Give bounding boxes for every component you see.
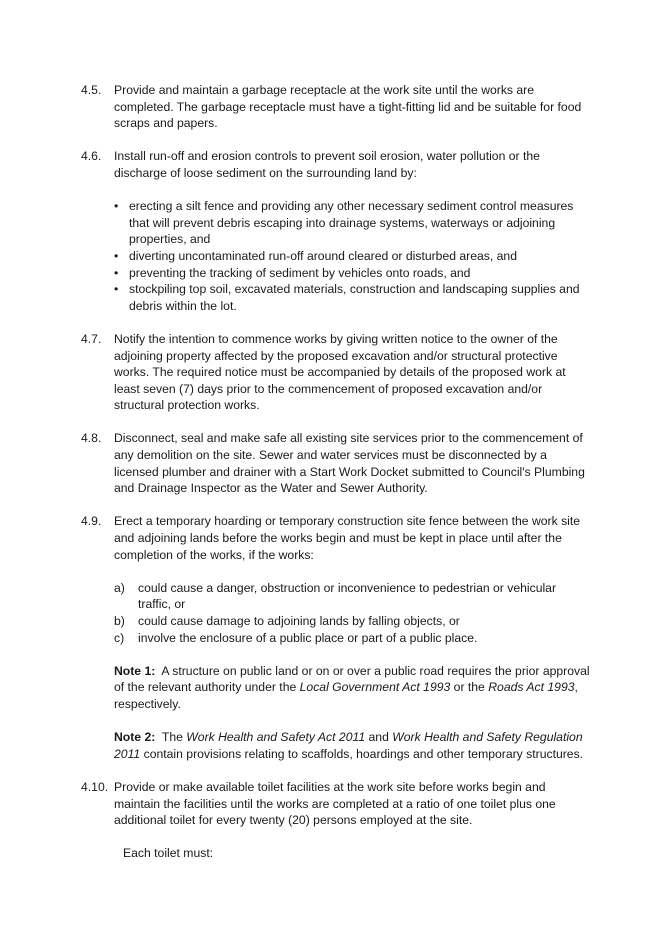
- list-marker: c): [114, 630, 125, 645]
- lettered-list: [114, 580, 591, 646]
- list-marker: b): [114, 614, 125, 628]
- clause-number: 4.6.: [81, 149, 102, 164]
- clause-number: 4.9.: [81, 514, 102, 529]
- bullet-glyph: •: [114, 199, 119, 214]
- note-1: Note 1: A structure on public land or on or over a public road requires the prior approval of the relevant authority under the Local Government Act 1993 or the Roads Act 1993, respectively.: [114, 663, 590, 711]
- clause-text: Notify the intention to commence works by giving written notice to the owner of the adjoining property affected by the proposed excavation and/or structural protective works. The required notice must be accompanied by details of the proposed work at least seven (7) days prior to the commencement of proposed excavation and/or structural protection works.: [114, 331, 566, 413]
- sub-heading: Each toilet must:: [123, 846, 214, 861]
- act-name: Local Government Act 1993: [299, 680, 451, 695]
- list-item: • diverting uncontaminated run-off around cleared or disturbed areas, and: [114, 248, 517, 263]
- clause-4-5: [81, 82, 591, 132]
- clause-text: Provide and maintain a garbage receptacle at the work site until the works are completed. The garbage receptacle must have a tight-fitting lid and be suitable for food scraps and papers.: [114, 83, 582, 131]
- clause-4-9: [81, 513, 591, 762]
- bullet-list: [114, 198, 591, 314]
- clause-text: Install run-off and erosion controls to prevent soil erosion, water pollution or the discharge of loose sediment on the surrounding land by:: [114, 149, 540, 180]
- clause-number: 4.8.: [81, 431, 102, 446]
- clause-4-7: [81, 331, 591, 414]
- list-item: • preventing the tracking of sediment by vehicles onto roads, and: [114, 265, 471, 280]
- list-item: a) could cause a danger, obstruction or inconvenience to pedestrian or vehicular traffic, or: [114, 580, 557, 612]
- list-item: • stockpiling top soil, excavated materials, construction and landscaping supplies and debris within the lot.: [114, 282, 580, 313]
- note-2: Note 2: The Work Health and Safety Act 2011 and Work Health and Safety Regulation 2011 contain provisions relating to scaffolds, hoardings and other temporary structures.: [114, 730, 584, 761]
- clause-number: 4.5.: [81, 83, 102, 97]
- act-name: Work Health and Safety Regulation 2011: [114, 730, 583, 761]
- clause-text: Disconnect, seal and make safe all existing site services prior to the commencement of any demolition on the site. Sewer and water services must be disconnected by a licensed plumber and drainer with a Start Work Docket submitted to Council's Plumbing and Drainage Inspector as the Water and Sewer Authority.: [114, 431, 585, 496]
- bullet-glyph: •: [114, 282, 119, 297]
- clause-text: Provide or make available toilet facilities at the work site before works begin and maintain the facilities until the works are completed at a ratio of one toilet plus one additional toilet for every twenty (20) persons employed at the site.: [114, 779, 556, 828]
- clause-4-8: [81, 430, 591, 496]
- clause-text: Erect a temporary hoarding or temporary construction site fence between the work site and adjoining lands before the works begin and must be kept in place until after the completion of the works, if the works:: [114, 514, 581, 562]
- bullet-glyph: •: [114, 248, 119, 263]
- note-label: Note 1:: [114, 663, 156, 678]
- bullet-glyph: •: [114, 265, 119, 280]
- act-name: Roads Act 1993: [488, 680, 575, 695]
- list-item: c) involve the enclosure of a public place or part of a public place.: [114, 630, 478, 645]
- note-label: Note 2:: [114, 730, 156, 745]
- clause-number: 4.10.: [81, 779, 109, 794]
- clause-4-6: [81, 148, 591, 314]
- act-name: Work Health and Safety Act 2011: [186, 730, 366, 745]
- list-item: • erecting a silt fence and providing any other necessary sediment control measures that will prevent debris escaping into drainage systems, waterways or adjoining properties, and: [114, 199, 574, 247]
- list-item: b) could cause damage to adjoining lands by falling objects, or: [114, 614, 460, 628]
- clause-number: 4.7.: [81, 331, 102, 346]
- clause-4-10: [81, 779, 591, 862]
- list-marker: a): [114, 580, 125, 595]
